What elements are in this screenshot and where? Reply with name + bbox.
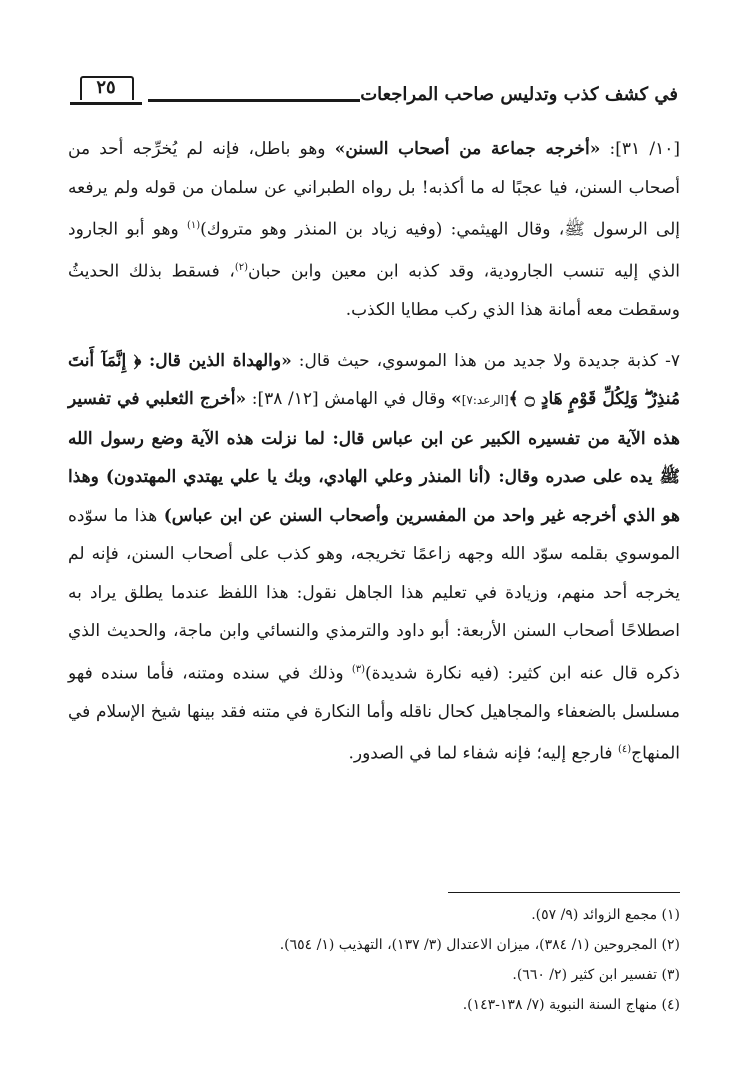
- page-number-box: [70, 74, 142, 105]
- header-rule: [148, 99, 360, 102]
- footnote-1: (١) مجمع الزوائد (٩/ ٥٧).: [531, 907, 680, 923]
- paragraph-2-segment: ٧- كذبة جديدة ولا جديد من هذا الموسوي، حيث قال:: [291, 350, 680, 371]
- paragraph-1-segment: [١٠/ ٣١]:: [600, 139, 680, 159]
- footnotes: [68, 900, 680, 1020]
- footnote-2: (٢) المجروحين (١/ ٣٨٤)، ميزان الاعتدال (٣/ ١٣٧)، التهذيب (١/ ٦٥٤).: [279, 937, 680, 953]
- footnote-4: (٤) منهاج السنة النبوية (٧/ ١٣٨-١٤٣).: [462, 997, 680, 1013]
- quran-quote: «والهداة الذين قال: ﴿ إِنَّمَآ أَنتَ مُنذِرٌ ۖ وَلِكُلِّ قَوْمٍ هَادٍ ۝ ﴾: [68, 350, 681, 410]
- paragraph-1-segment: وهو أبو الجارود الذي إليه تنسب الجارودية، وقد كذبه ابن معين وابن حبان: [68, 219, 680, 282]
- paragraph-1: [68, 130, 680, 330]
- footnote-separator: [448, 892, 680, 893]
- paragraph-2-segment: هذا ما سوّده الموسوي بقلمه سوّد الله وجهه زاعمًا تخريجه، وهو كذب على أصحاب السنن، فإنه لم يخرجه أحد منهم، وزيادة في تعليم هذا الجاهل نقول: هذا اللفظ عندما يطلق يراد به اصطلاحًا أصحاب السنن الأربعة: أبو داود والترمذي والنسائي وابن ماجة، والحديث الذي ذكره قال عنه ابن كثير: (فيه نكارة شديدة): [68, 505, 680, 684]
- quoted-footnote-claim: «أخرج الثعلبي في تفسير هذه الآية من تفسيره الكبير عن ابن عباس قال: لما نزلت هذه الآية وضع رسول الله ﷺ يده على صدره وقال: (أنا المنذر وعلي الهادي، وبك يا علي يهتدي المهتدون) وهذا هو الذي أخرجه غير واحد من المفسرين وأصحاب السنن عن ابن عباس): [68, 389, 681, 526]
- footnote-ref-1: (١): [186, 220, 201, 231]
- paragraph-1-segment: ، فسقط بذلك الحديثُ وسقطت معه أمانة هذا الذي ركب مطايا الكذب.: [68, 261, 680, 321]
- running-header: [70, 74, 678, 110]
- quoted-claim: «أخرجه جماعة من أصحاب السنن»: [334, 139, 601, 159]
- page-number: ٢٥: [96, 77, 116, 98]
- paragraph-2-segment: فارجع إليه؛ فإنه شفاء لما في الصدور.: [348, 744, 618, 765]
- paragraph-2: [68, 342, 680, 774]
- footnote-ref-3: (٣): [351, 663, 366, 675]
- paragraph-2-segment: وقال في الهامش [١٢/ ٣٨]:: [246, 389, 452, 410]
- verse-reference: [الرعد:٧]: [461, 393, 509, 408]
- paragraph-1-segment: وهو باطل، فإنه لم يُخرِّجه أحد من أصحاب السنن، فيا عجبًا له ما أكذبه! بل رواه الطبراني عن سلمان من قوله ولم يرفعه إلى الرسول ﷺ، وقال الهيثمي: (وفيه زياد بن المنذر وهو متروك): [68, 139, 680, 240]
- quote-close: »: [451, 389, 462, 410]
- footnote-ref-4: (٤): [617, 744, 632, 756]
- footnote-3: (٣) تفسير ابن كثير (٢/ ٦٦٠).: [512, 967, 680, 983]
- footnote-ref-2: (٢): [234, 262, 249, 274]
- paragraph-2-segment: وذلك في سنده ومتنه، فأما سنده فهو مسلسل بالضعفاء والمجاهيل كحال ناقله وأما النكارة في متنه فقد بينها شيخ الإسلام في المنهاج: [68, 663, 680, 765]
- page-body: [68, 130, 680, 774]
- header-title: في كشف كذب وتدليس صاحب المراجعات: [360, 84, 678, 105]
